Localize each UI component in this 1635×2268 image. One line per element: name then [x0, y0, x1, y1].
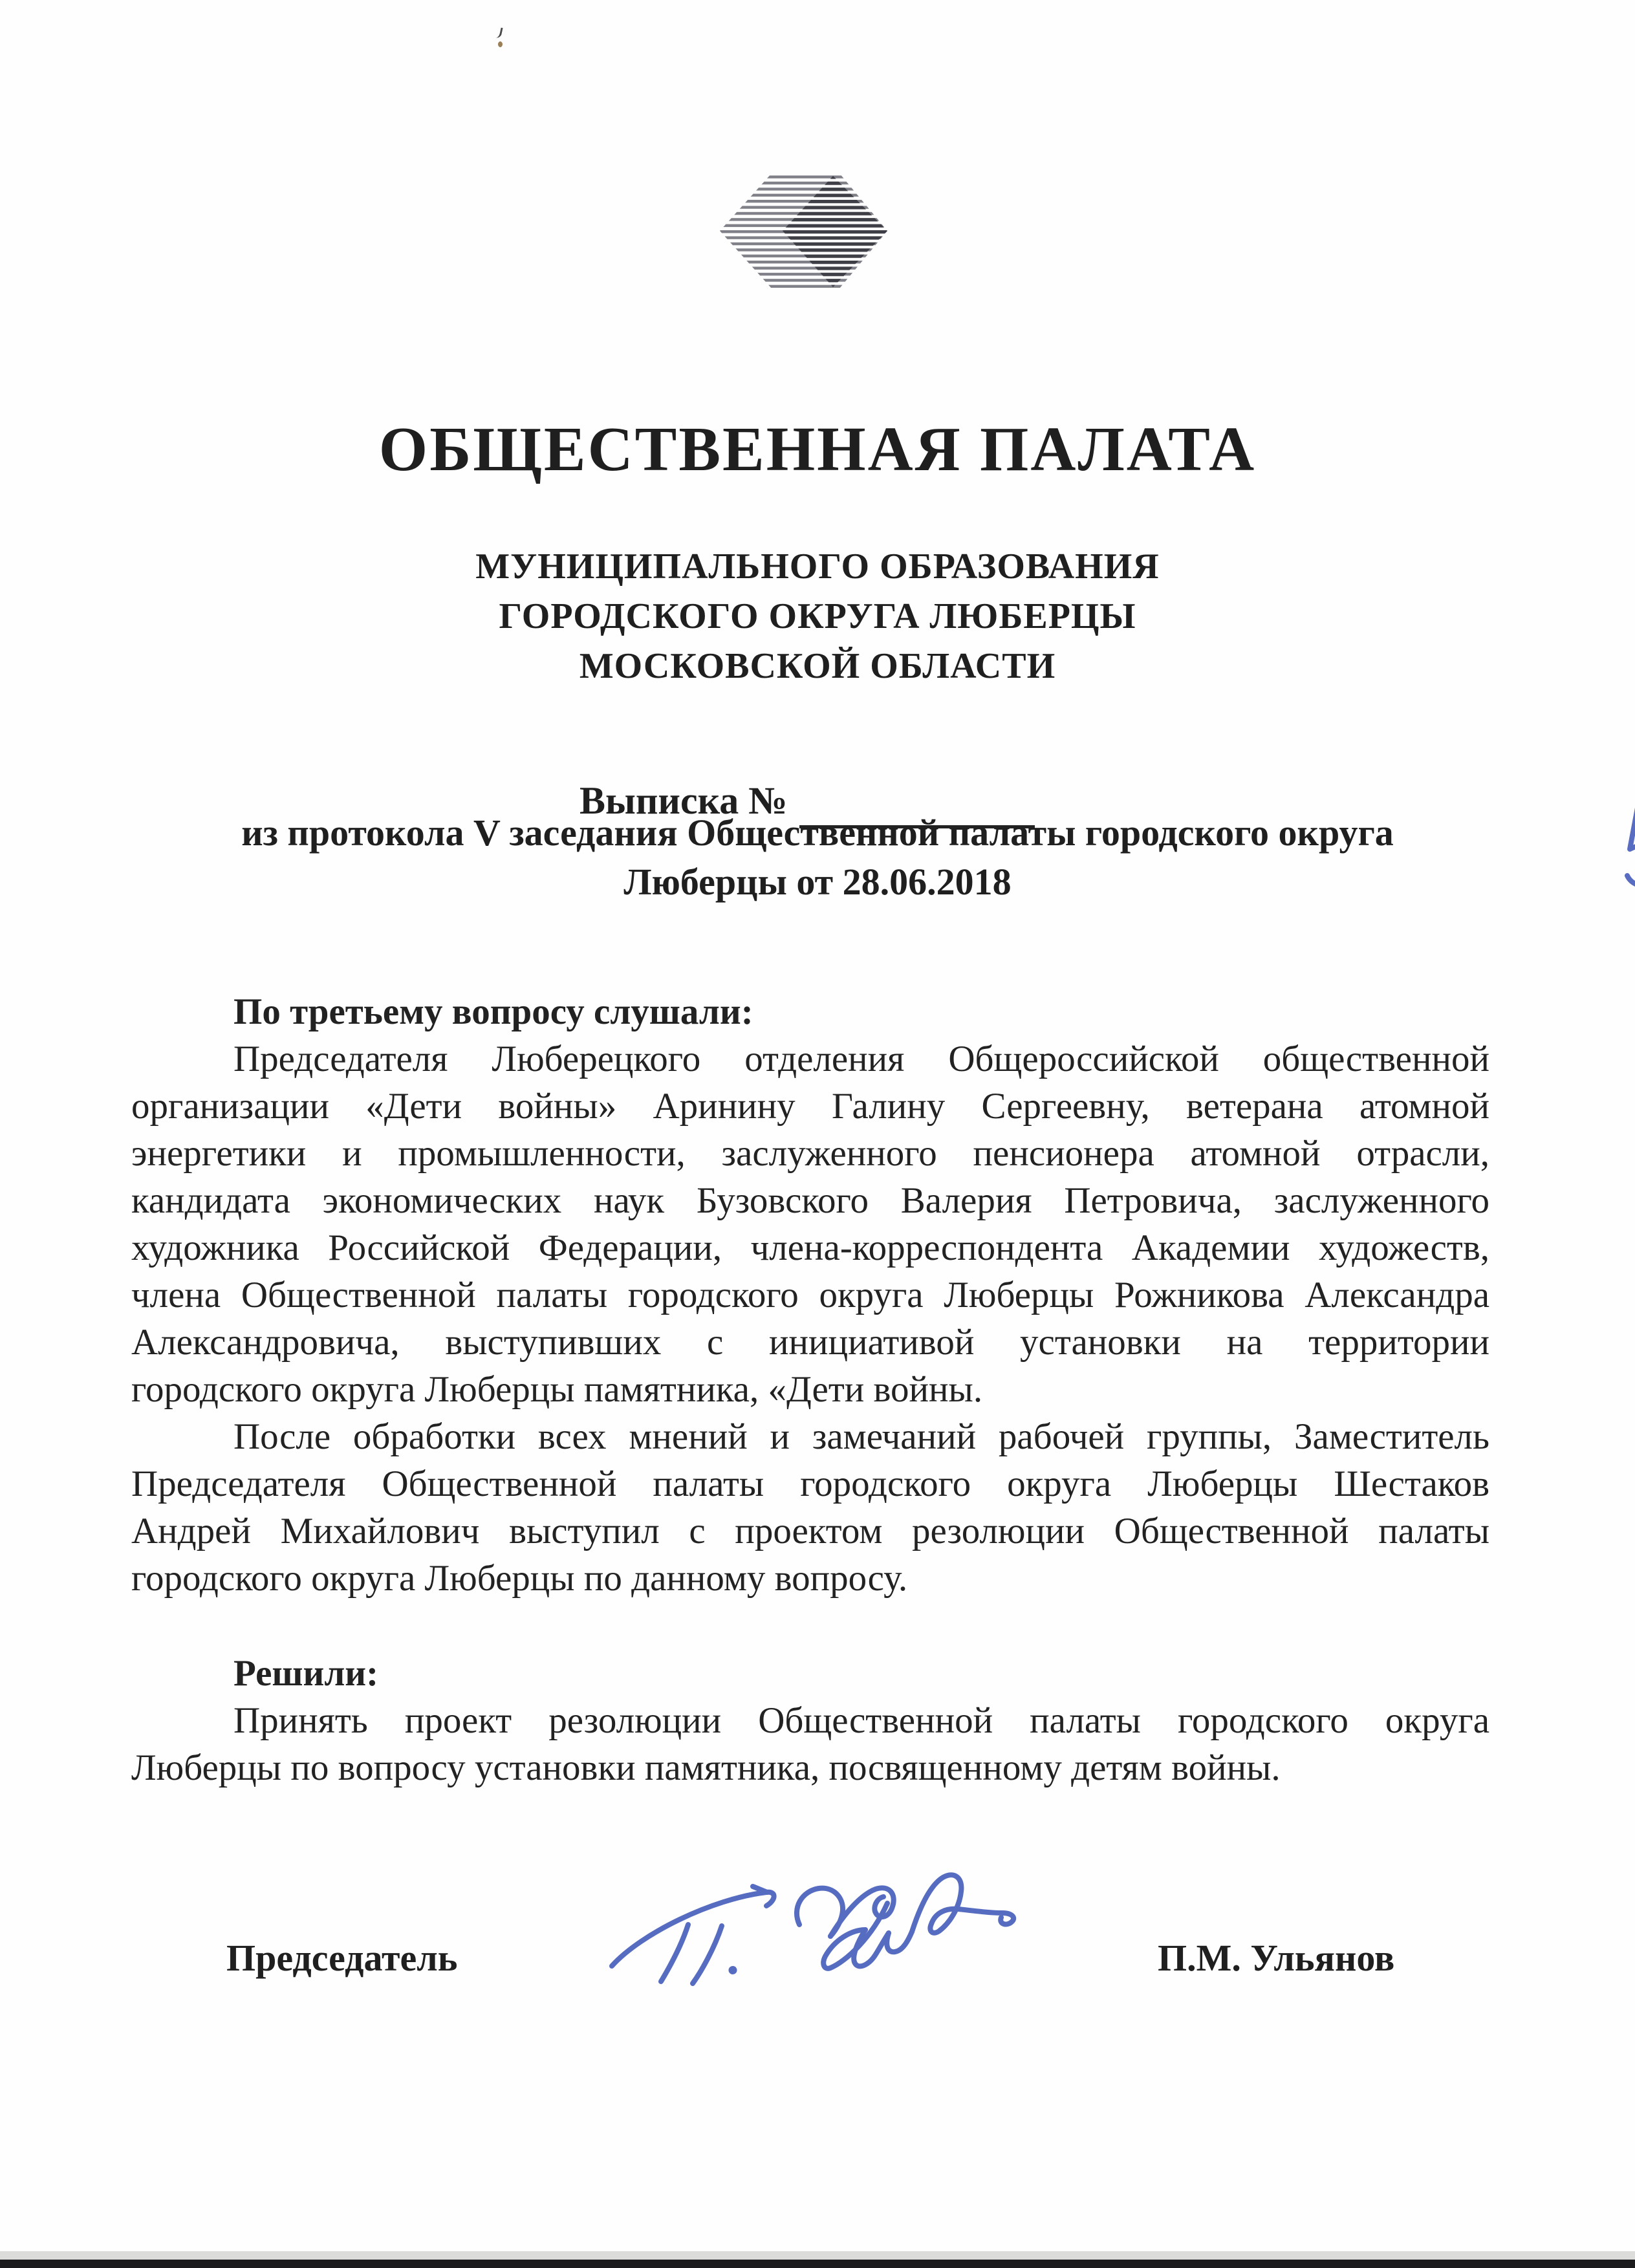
subtitle-line-1: МУНИЦИПАЛЬНОГО ОБРАЗОВАНИЯ	[475, 546, 1160, 587]
body-line: энергетики и промышленности, заслуженного пенсионера атомной отрасли,	[131, 1133, 1489, 1174]
document-body	[131, 988, 1489, 1791]
organization-logo	[717, 169, 893, 290]
diamond-stripes-logo-icon	[717, 169, 893, 290]
body-line: Андрей Михайлович выступил с проектом резолюции Общественной палаты	[131, 1511, 1489, 1551]
body-line: Люберцы по вопросу установки памятника, посвященному детям войны.	[131, 1747, 1281, 1788]
scan-speck-dot	[498, 41, 503, 47]
body-line: После обработки всех мнений и замечаний рабочей группы, Заместитель	[233, 1416, 1489, 1457]
body-line: Принять проект резолюции Общественной палаты городского округа	[233, 1700, 1489, 1741]
subtitle-line-2: ГОРОДСКОГО ОКРУГА ЛЮБЕРЦЫ	[499, 596, 1136, 636]
organization-subtitle	[0, 542, 1635, 691]
protocol-line-2: Люберцы от 28.06.2018	[623, 861, 1012, 903]
agenda-heading: По третьему вопросу слушали:	[233, 991, 753, 1032]
scan-speck-mark	[494, 27, 503, 39]
extract-label: Выписка №	[579, 779, 788, 822]
body-line: члена Общественной палаты городского округа Люберцы Рожникова Александра	[131, 1275, 1489, 1315]
body-line: кандидата экономических наук Бузовского Валерия Петровича, заслуженного	[131, 1180, 1489, 1221]
body-line: городского округа Люберцы по данному вопросу.	[131, 1558, 908, 1599]
scanner-edge-dark	[0, 2260, 1635, 2268]
body-line: художника Российской Федерации, члена-корреспондента Академии художеств,	[131, 1227, 1489, 1268]
protocol-line-1: из протокола V заседания Общественной палаты городского округа	[241, 812, 1394, 854]
body-line: Председателя Общественной палаты городского округа Люберцы Шестаков	[131, 1463, 1489, 1504]
signature-row	[0, 1938, 1635, 1989]
body-line: организации «Дети войны» Аринину Галину Сергеевну, ветерана атомной	[131, 1086, 1489, 1127]
organization-title: ОБЩЕСТВЕННАЯ ПАЛАТА	[378, 415, 1257, 484]
signer-position-label: Председатель	[226, 1937, 458, 1979]
body-line: городского округа Люберцы памятника, «Дети войны.	[131, 1369, 983, 1410]
body-line: Александровича, выступивших с инициативой установки на территории	[131, 1322, 1489, 1363]
body-line: Председателя Люберецкого отделения Общероссийской общественной	[233, 1039, 1489, 1079]
decision-heading: Решили:	[233, 1653, 379, 1694]
signer-name: П.М. Ульянов	[1158, 1937, 1395, 1979]
subtitle-line-3: МОСКОВСКОЙ ОБЛАСТИ	[579, 646, 1056, 686]
scanner-edge-light	[0, 2251, 1635, 2260]
